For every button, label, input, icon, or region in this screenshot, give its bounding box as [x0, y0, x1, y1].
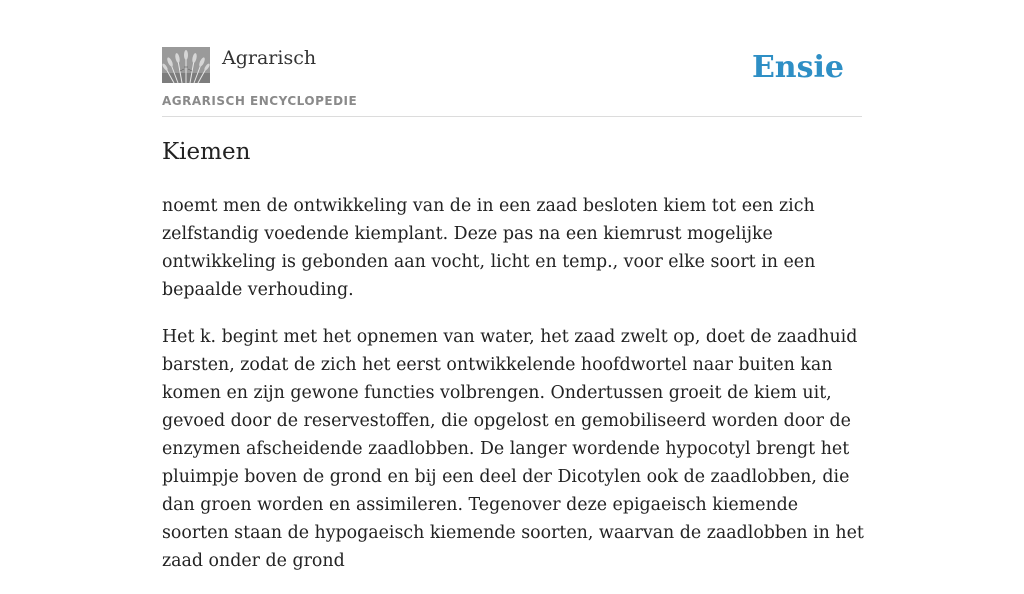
source-subtitle: AGRARISCH ENCYCLOPEDIE	[162, 94, 358, 108]
entry-paragraph: Het k. begint met het opnemen van water, het zaad zwelt op, doet de zaadhuid barsten, zodat de zich het eerst ontwikkelende hoofdwortel naar buiten kan komen en zijn gewone functies volbrengen. Ondertussen groeit de kiem uit, gevoed door de reservestoffen, die opgelost en gemobiliseerd worden door de enzymen afscheidende zaadlobben. De langer wordende hypocotyl brengt het pluimpje boven de grond en bij een deel der Dicotylen ook de zaadlobben, die dan groen worden en assimileren. Tegenover deze epigaeisch kiemende soorten staan de hypogaeisch kiemende soorten, waarvan de zaadlobben in het zaad onder de grond	[162, 327, 864, 571]
entry-title: Kiemen	[162, 139, 251, 165]
source-logo[interactable]	[162, 47, 210, 83]
source-header	[162, 44, 862, 117]
entry-paragraph: noemt men de ontwikkeling van de in een zaad besloten kiem tot een zich zelfstandig voedende kiemplant. Deze pas na een kiemrust mogelijke ontwikkeling is gebonden aan vocht, licht en temp., voor elke soort in een bepaalde verhouding.	[162, 196, 816, 300]
ensie-logo-link[interactable]: Ensie	[751, 50, 844, 85]
entry-content	[162, 192, 864, 594]
source-title[interactable]: Agrarisch	[222, 47, 317, 69]
wheat-icon	[162, 47, 210, 83]
